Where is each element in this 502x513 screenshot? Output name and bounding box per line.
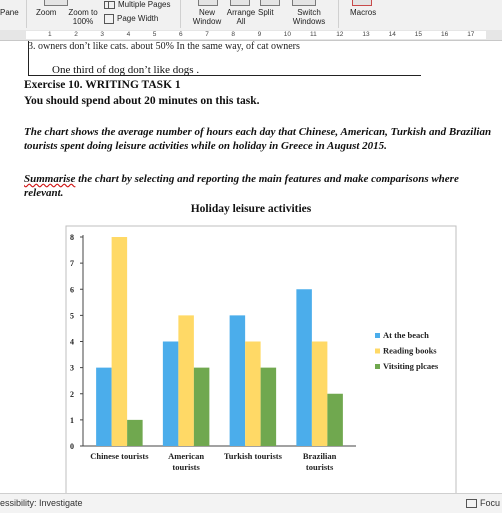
accessibility-status[interactable] [0,498,83,508]
macros-label: Macros [350,8,377,17]
ruler-number: 7 [205,31,209,38]
ruler-number: 14 [388,31,396,38]
instruction-text: You should spend about 20 minutes on this task. [24,95,260,107]
chart-layer [70,233,439,472]
y-tick-label: 8 [70,233,74,242]
zoom-100-button[interactable] [66,8,100,26]
legend-swatch [375,364,380,369]
ruler-number: 4 [126,31,131,38]
focus-icon [466,499,477,508]
y-tick-label: 3 [70,363,74,373]
pane-button[interactable] [0,8,19,17]
x-tick-label: American [168,451,205,461]
bar-visiting [194,368,210,446]
ruler-number: 2 [74,31,78,38]
new-window-button[interactable] [188,8,226,26]
new-window-icon [198,0,218,6]
page-width-button[interactable] [104,14,158,24]
macros-button[interactable] [350,8,376,17]
x-tick-label: Chinese tourists [90,451,149,461]
switch-windows-label: Switch Windows [292,8,326,26]
multiple-pages-label: Multiple Pages [118,0,171,9]
arrange-all-button[interactable] [226,8,256,26]
page-width-label: Page Width [117,14,159,24]
ribbon-toolbar [0,0,502,31]
ruler-number: 6 [179,31,183,38]
ruler-number: 8 [231,31,236,38]
bar-visiting [327,394,343,446]
macros-icon [352,0,372,6]
dog-line-prefix: One third of dog [52,64,126,76]
legend-label: Reading books [383,345,437,356]
pane-label: Pane [0,8,19,17]
ribbon-separator [338,0,339,28]
bar-visiting [127,420,143,446]
page-width-icon [104,14,114,24]
y-tick-label: 2 [70,389,74,399]
dog-line-mid: don’t like dogs [127,64,194,76]
y-tick-label: 6 [70,285,74,295]
document-page[interactable] [0,41,502,493]
dog-line-end: . [196,64,200,76]
switch-windows-button[interactable] [290,8,328,26]
zoom-icon [44,0,68,6]
split-icon [260,0,280,6]
bar-beach [296,289,312,446]
ruler-number: 12 [336,31,344,38]
bar-reading [312,342,328,447]
ruler-number: 15 [414,31,423,38]
split-label: Split [258,8,274,17]
y-tick-label: 0 [70,442,74,451]
x-tick-label: Turkish tourists [223,451,282,461]
ruler-number: 5 [152,31,157,38]
horizontal-ruler[interactable] [0,30,502,41]
split-button[interactable] [258,8,274,17]
legend-swatch [375,333,380,338]
focus-button[interactable] [466,498,500,508]
new-window-label: New Window [192,8,222,26]
x-tick-label: Brazilian [302,451,337,461]
focus-label: Focu [479,498,500,508]
bar-beach [96,368,112,446]
summarise-word: Summarise [24,173,76,185]
zoom-100-label: Zoom to 100% [68,8,98,26]
accessibility-label: essibility: Investigate [0,498,83,508]
y-tick-label: 1 [70,415,74,425]
bar-chart [0,41,502,493]
ruler-number: 3 [100,31,105,38]
bar-reading [245,342,261,447]
zoom-label: Zoom [36,8,57,17]
exercise-title: Exercise 10. WRITING TASK 1 [24,79,181,91]
y-tick-label: 7 [70,259,74,269]
arrange-all-icon [230,0,250,6]
cut-off-line: 3. owners don’t like cats. about 50% In the same way, of cat owners [28,41,300,52]
ruler-number: 16 [441,31,449,38]
bar-beach [230,315,246,446]
multiple-pages-button[interactable] [104,0,170,9]
ruler-number: 10 [283,31,292,38]
x-tick-label: tourists [172,462,200,472]
y-tick-label: 4 [70,337,74,347]
arrange-all-label: Arrange All [226,8,256,26]
y-tick-label: 5 [70,311,74,321]
multiple-pages-icon [104,1,115,9]
ruler-number: 11 [310,31,317,38]
chart-title: Holiday leisure activities [190,203,312,215]
ruler-number: 9 [257,31,262,38]
legend-swatch [375,349,380,354]
ribbon-separator [180,0,181,28]
zoom-button[interactable] [36,8,56,17]
ruler-number: 13 [362,31,370,38]
status-bar [0,493,502,513]
bar-reading [178,315,194,446]
legend-label: At the beach [383,330,429,340]
bar-beach [163,342,179,447]
bar-visiting [261,368,277,446]
summary-rest: the chart by selecting and reporting the main features and make comparisons where relevant. [24,173,459,199]
switch-windows-icon [292,0,316,6]
legend-label: Vitsiting plcaes [383,361,439,371]
task-description: The chart shows the average number of hours each day that Chinese, American, Turkish and Brazilian tourists spent doing leisure activities while on holiday in Greece in August 2015. [24,126,492,152]
x-tick-label: tourists [305,462,334,472]
bar-reading [112,237,128,446]
ruler-number: 1 [48,31,52,38]
ribbon-separator [26,0,27,28]
ruler-number: 17 [467,31,475,38]
